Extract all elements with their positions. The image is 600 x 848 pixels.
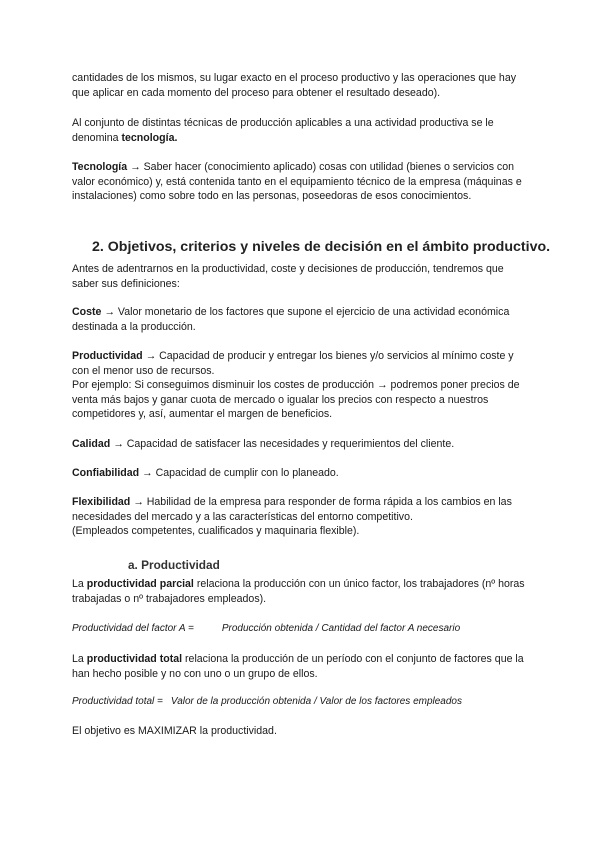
formula2-right: Valor de la producción obtenida / Valor de los factores empleados xyxy=(170,696,462,707)
paragraph-tecnologia-def xyxy=(72,160,528,204)
paragraph-coste xyxy=(72,305,528,334)
paragraph-tecnologia-intro xyxy=(72,116,528,145)
formula-productividad-total xyxy=(72,695,532,709)
total-pre: La xyxy=(72,653,87,665)
total-text: relaciona la producción de un período con el conjunto de factores que la han hecho posible y no con uno o un grupo de ellos. xyxy=(72,653,524,680)
paragraph-flexibilidad-note: (Empleados competentes, cualificados y maquinaria flexible). xyxy=(72,525,360,537)
flexibilidad-label: Flexibilidad xyxy=(72,496,131,508)
productividad-text: → Capacidad de producir y entregar los bienes y/o servicios al mínimo coste y con el menor uso de recursos. xyxy=(72,350,514,377)
parcial-text: relaciona la producción con un único factor, los trabajadores (nº horas trabajadas o nº trabajadores empleados). xyxy=(72,578,525,605)
productividad-label: Productividad xyxy=(72,350,143,362)
calidad-text: → Capacidad de satisfacer las necesidades y requerimientos del cliente. xyxy=(110,438,455,450)
tecnologia-intro-text: Al conjunto de distintas técnicas de producción aplicables a una actividad productiva se le denomina xyxy=(72,117,494,144)
section-heading-objetivos: 2. Objetivos, criterios y niveles de decisión en el ámbito productivo. xyxy=(92,239,551,255)
paragraph-productividad-parcial xyxy=(72,577,528,606)
coste-label: Coste xyxy=(72,306,102,318)
paragraph-ejemplo: Por ejemplo: Si conseguimos disminuir los costes de producción → podremos poner precios de venta más bajos y ganar cuota de mercado o igualar los precios con respecto a nuestros competidores y, así, aumentar el margen de beneficios. xyxy=(72,379,520,421)
confiabilidad-text: → Capacidad de cumplir con lo planeado. xyxy=(139,467,339,479)
tecnologia-label: Tecnología xyxy=(72,161,128,173)
paragraph-cantidades: cantidades de los mismos, su lugar exacto en el proceso productivo y las operaciones que hay que aplicar en cada momento del proceso para obtener el resultado deseado). xyxy=(72,72,517,99)
parcial-term: productividad parcial xyxy=(86,578,194,590)
flexibilidad-text: → Habilidad de la empresa para responder de forma rápida a los cambios en las necesidades del mercado y a las características del entorno competitivo. xyxy=(72,496,512,523)
formula2-left: Productividad total = xyxy=(72,696,163,707)
paragraph-intro-definiciones: Antes de adentrarnos en la productividad, coste y decisiones de producción, tendremos que saber sus definiciones: xyxy=(72,263,504,290)
coste-text: → Valor monetario de los factores que supone el ejercicio de una actividad económica destinada a la producción. xyxy=(72,306,510,333)
confiabilidad-label: Confiabilidad xyxy=(72,467,140,479)
formula1-right: Producción obtenida / Cantidad del factor A necesario xyxy=(221,623,461,634)
paragraph-calidad xyxy=(72,437,528,452)
paragraph-flexibilidad xyxy=(72,495,528,524)
paragraph-productividad xyxy=(72,349,528,378)
parcial-pre: La xyxy=(72,578,87,590)
formula-productividad-parcial xyxy=(72,622,532,636)
formula1-left: Productividad del factor A = xyxy=(72,623,194,634)
subsection-heading-productividad: a. Productividad xyxy=(128,558,220,572)
paragraph-objetivo: El objetivo es MAXIMIZAR la productividad. xyxy=(72,725,277,737)
total-term: productividad total xyxy=(86,653,183,665)
tecnologia-term: tecnología. xyxy=(121,131,178,144)
paragraph-productividad-total xyxy=(72,652,528,681)
paragraph-confiabilidad xyxy=(72,466,528,481)
calidad-label: Calidad xyxy=(72,438,111,450)
tecnologia-def-text: → Saber hacer (conocimiento aplicado) cosas con utilidad (bienes o servicios con valor económico) y, está contenida tanto en el equipamiento técnico de la empresa (máquinas e instalaciones) como sobre todo en las personas, poseedoras de esos conocimientos. xyxy=(72,161,522,203)
